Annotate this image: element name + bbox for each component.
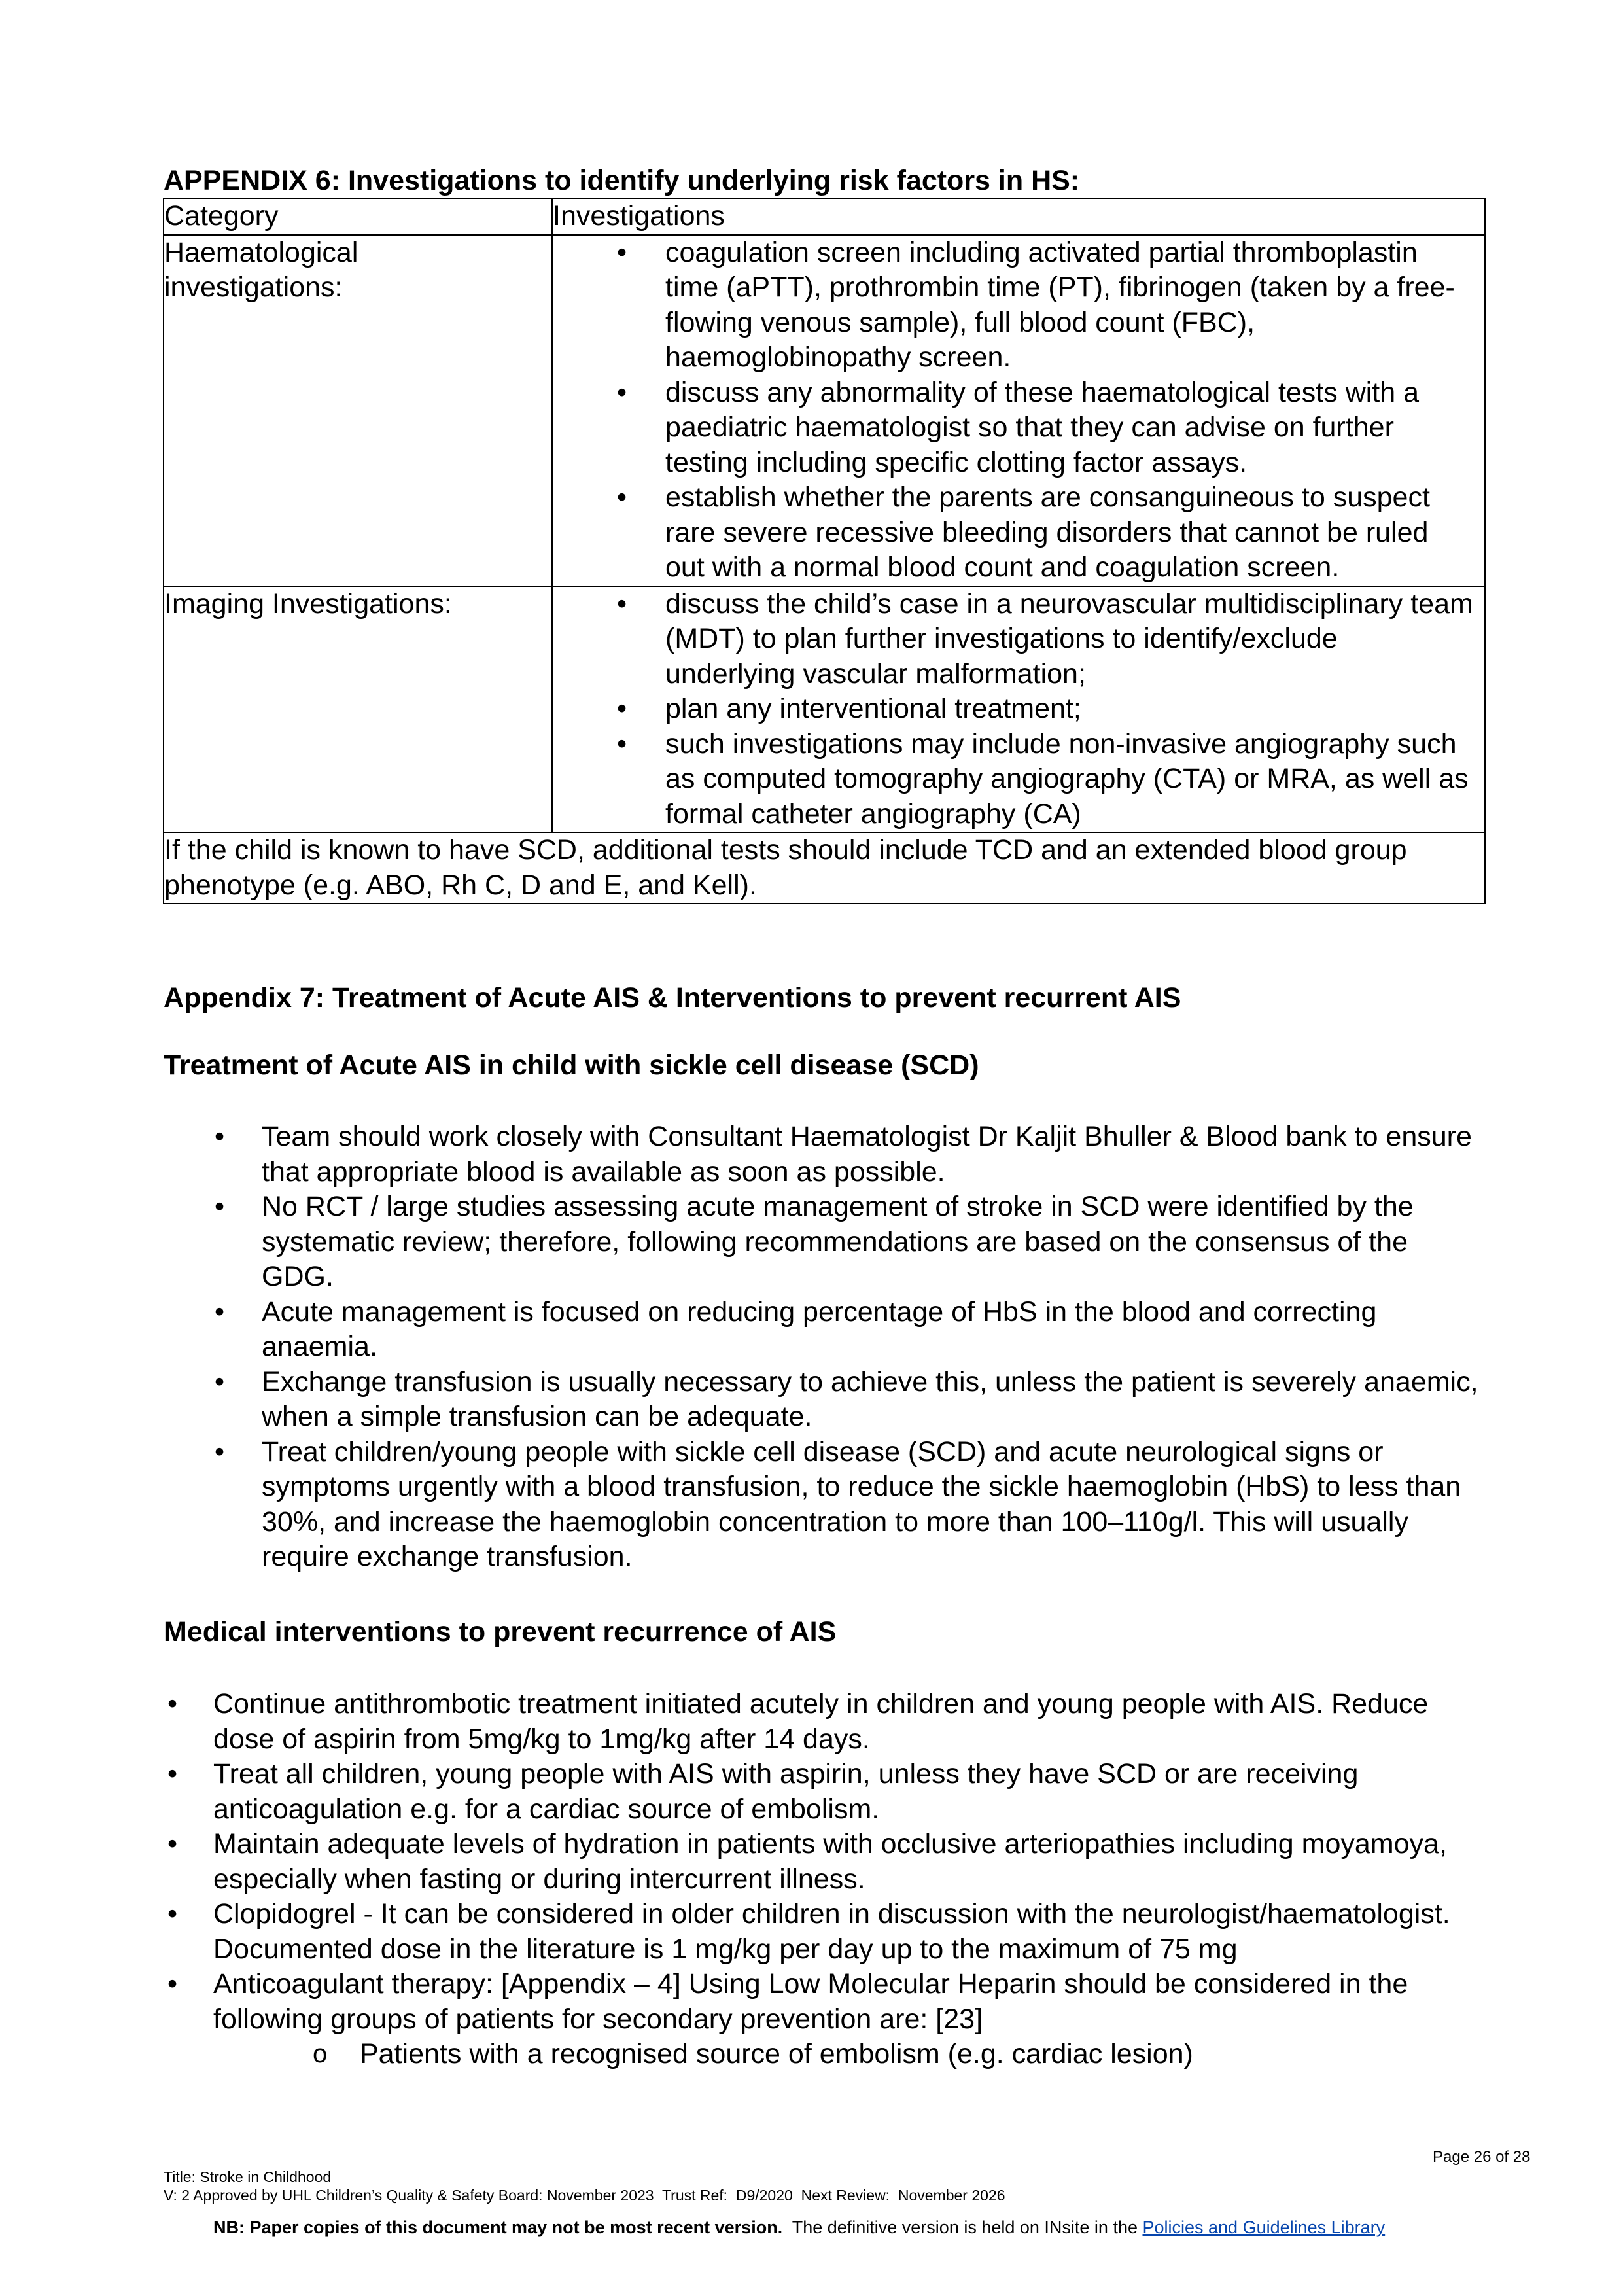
sub-list-item: o Patients with a recognised source of embolism (e.g. cardiac lesion) (164, 2037, 1485, 2072)
list-item: • Clopidogrel - It can be considered in older children in discussion with the neurologist/haematologist. Documented dose in the literature is 1 mg/kg per day up to the maximum of 75 mg (164, 1897, 1485, 1967)
list-item: • No RCT / large studies assessing acute management of stroke in SCD were identified by the systematic review; therefore, following recommendations are based on the consensus of the GDG. (164, 1190, 1485, 1295)
list-item: • Continue antithrombotic treatment initiated acutely in children and young people with AIS. Reduce dose of aspirin from 5mg/kg to 1mg/kg after 14 days. (164, 1687, 1485, 1757)
header-category: Category (164, 198, 552, 235)
investigations-cell (552, 235, 1485, 586)
page-number: Page 26 of 28 (1433, 2148, 1531, 2166)
investigations-cell (552, 586, 1485, 833)
list-item: • Acute management is focused on reducing percentage of HbS in the blood and correcting anaemia. (164, 1295, 1485, 1365)
category-label: Imaging Investigations: (164, 588, 452, 620)
category-cell (164, 586, 552, 833)
table-header-row (164, 198, 1485, 235)
table-footer-row (164, 832, 1485, 904)
table-row (164, 586, 1485, 833)
list-item: • plan any interventional treatment; (553, 692, 1484, 727)
header-investigations: Investigations (552, 198, 1485, 235)
category-label: Haematological (164, 236, 358, 268)
medical-interventions-heading: Medical interventions to prevent recurrence of AIS (164, 1616, 837, 1648)
footer-title: Title: Stroke in Childhood (164, 2168, 332, 2185)
investigations-table (163, 198, 1486, 904)
scd-note-cell: If the child is known to have SCD, additional tests should include TCD and an extended blood group phenotype (e.g. ABO, Rh C, D and E, and Kell). (164, 832, 1485, 904)
list-item: • Treat children/young people with sickle cell disease (SCD) and acute neurological signs or symptoms urgently with a blood transfusion, to reduce the sickle haemoglobin (HbS) to less than 30%, and increase the haemoglobin concentration to more than 100–110g/l. This will usually require exchange transfusion. (164, 1435, 1485, 1575)
table-row (164, 235, 1485, 586)
appendix-6-title: APPENDIX 6: Investigations to identify underlying risk factors in HS: (164, 165, 1080, 196)
list-item: • discuss any abnormality of these haematological tests with a paediatric haematologist so that they can advise on further testing including specific clotting factor assays. (553, 376, 1484, 481)
category-label: investigations: (164, 272, 343, 303)
list-item: • Team should work closely with Consultant Haematologist Dr Kaljit Bhuller & Blood bank to ensure that appropriate blood is available as soon as possible. (164, 1120, 1485, 1190)
notice-text: The definitive version is held on INsite in the (782, 2217, 1143, 2237)
category-cell (164, 235, 552, 586)
footer-version: V: 2 Approved by UHL Children’s Quality & Safety Board: November 2023 Trust Ref: D9/2020 Next Review: November 2026 (164, 2187, 1005, 2204)
list-item: • such investigations may include non-invasive angiography such as computed tomography angiography (CTA) or MRA, as well as formal catheter angiography (CA) (553, 727, 1484, 832)
medical-interventions-list (164, 1687, 1485, 2072)
list-item: • Treat all children, young people with AIS with aspirin, unless they have SCD or are receiving anticoagulation e.g. for a cardiac source of embolism. (164, 1757, 1485, 1827)
list-item: • discuss the child’s case in a neurovascular multidisciplinary team (MDT) to plan further investigations to identify/exclude underlying vascular malformation; (553, 587, 1484, 692)
footer-notice (213, 2217, 1385, 2238)
policies-library-link[interactable]: Policies and Guidelines Library (1142, 2217, 1386, 2237)
list-item: • establish whether the parents are consanguineous to suspect rare severe recessive bleeding disorders that cannot be ruled out with a normal blood count and coagulation screen. (553, 480, 1484, 586)
scd-treatment-heading: Treatment of Acute AIS in child with sickle cell disease (SCD) (164, 1050, 979, 1081)
investigation-list (553, 236, 1484, 586)
list-item: • coagulation screen including activated partial thromboplastin time (aPTT), prothrombin time (PT), fibrinogen (taken by a free-flowing venous sample), full blood count (FBC), haemoglobinopathy screen. (553, 236, 1484, 376)
investigation-list (553, 587, 1484, 832)
notice-bold: NB: Paper copies of this document may not be most recent version. (213, 2217, 783, 2237)
list-item: • Exchange transfusion is usually necessary to achieve this, unless the patient is severely anaemic, when a simple transfusion can be adequate. (164, 1365, 1485, 1435)
list-item: • Anticoagulant therapy: [Appendix – 4] Using Low Molecular Heparin should be considered in the following groups of patients for secondary prevention are: [23] (164, 1967, 1485, 2037)
list-item: • Maintain adequate levels of hydration in patients with occlusive arteriopathies including moyamoya, especially when fasting or during intercurrent illness. (164, 1827, 1485, 1897)
scd-treatment-list (164, 1120, 1485, 1575)
appendix-7-title: Appendix 7: Treatment of Acute AIS & Interventions to prevent recurrent AIS (164, 982, 1181, 1014)
